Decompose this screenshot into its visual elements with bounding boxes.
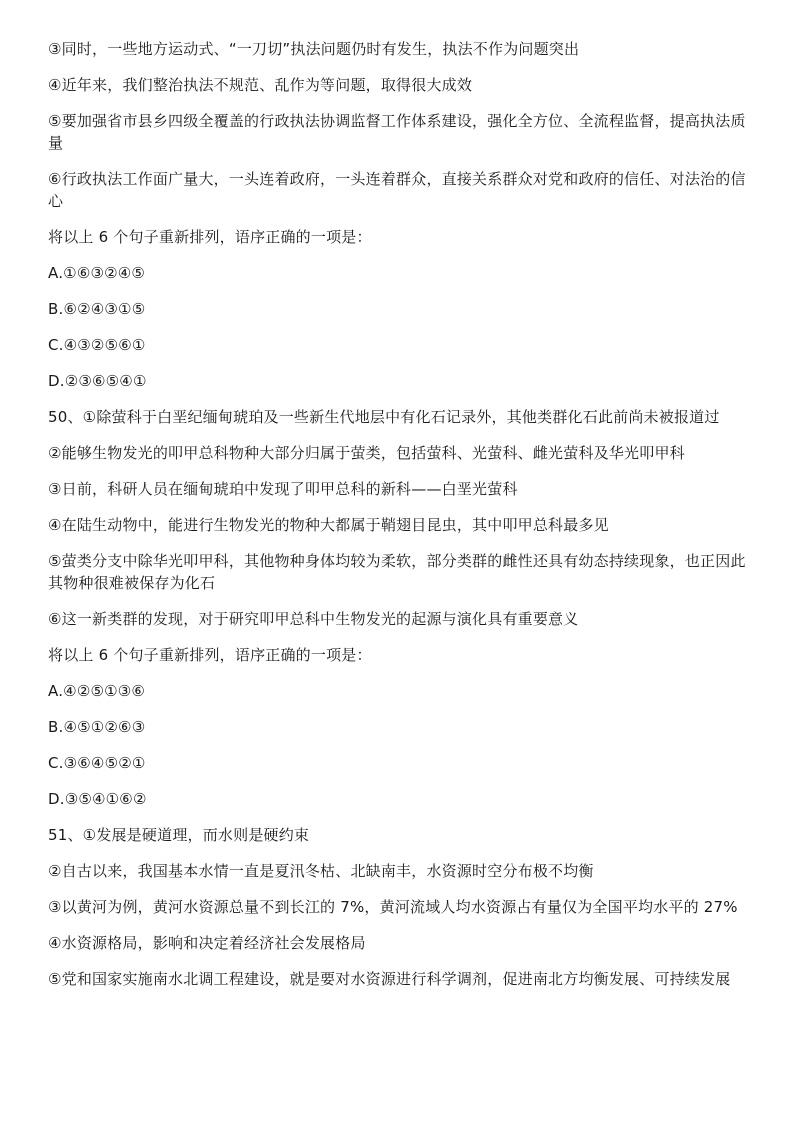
sentence-q49-5: ⑤要加强省市县乡四级全覆盖的行政执法协调监督工作体系建设，强化全方位、全流程监督，提高执法质量 bbox=[48, 112, 746, 152]
sentence-q49-3: ③同时，一些地方运动式、“一刀切”执法问题仍时有发生，执法不作为问题突出 bbox=[48, 40, 580, 58]
question-51-sentence-1: 51、①发展是硬道理，而水则是硬约束 bbox=[48, 826, 310, 844]
option-a: A.④②⑤①③⑥ bbox=[48, 682, 146, 700]
question-prompt: 将以上 6 个句子重新排列，语序正确的一项是： bbox=[48, 646, 372, 664]
option-b: B.⑥②④③①⑤ bbox=[48, 300, 146, 318]
sentence-q49-6: ⑥行政执法工作面广量大，一头连着政府，一头连着群众，直接关系群众对党和政府的信任、对法治的信心 bbox=[48, 170, 746, 210]
sentence-q50-6: ⑥这一新类群的发现，对于研究叩甲总科中生物发光的起源与演化具有重要意义 bbox=[48, 610, 579, 628]
sentence-q50-2: ②能够生物发光的叩甲总科物种大部分归属于萤类，包括萤科、光萤科、雌光萤科及华光叩甲科 bbox=[48, 444, 685, 462]
question-50-sentence-1: 50、①除萤科于白垩纪缅甸琥珀及一些新生代地层中有化石记录外，其他类群化石此前尚未被报道过 bbox=[48, 408, 720, 426]
option-a: A.①⑥③②④⑤ bbox=[48, 264, 146, 282]
sentence-q50-4: ④在陆生动物中，能进行生物发光的物种大都属于鞘翅目昆虫，其中叩甲总科最多见 bbox=[48, 516, 609, 534]
option-c: C.④③②⑤⑥① bbox=[48, 336, 146, 354]
sentence-q49-4: ④近年来，我们整治执法不规范、乱作为等问题，取得很大成效 bbox=[48, 76, 473, 94]
option-b: B.④⑤①②⑥③ bbox=[48, 718, 146, 736]
sentence-q50-5: ⑤萤类分支中除华光叩甲科，其他物种身体均较为柔软，部分类群的雌性还具有幼态持续现象，也正因此其物种很难被保存为化石 bbox=[48, 552, 746, 592]
sentence-q51-5: ⑤党和国家实施南水北调工程建设，就是要对水资源进行科学调剂，促进南北方均衡发展、可持续发展 bbox=[48, 970, 731, 988]
sentence-q51-2: ②自古以来，我国基本水情一直是夏汛冬枯、北缺南丰，水资源时空分布极不均衡 bbox=[48, 862, 594, 880]
option-c: C.③⑥④⑤②① bbox=[48, 754, 146, 772]
sentence-q50-3: ③日前，科研人员在缅甸琥珀中发现了叩甲总科的新科——白垩光萤科 bbox=[48, 480, 518, 498]
option-d: D.②③⑥⑤④① bbox=[48, 372, 147, 390]
sentence-q51-3: ③以黄河为例，黄河水资源总量不到长江的 7%，黄河流域人均水资源占有量仅为全国平均水平的 27% bbox=[48, 898, 738, 916]
question-prompt: 将以上 6 个句子重新排列，语序正确的一项是： bbox=[48, 228, 372, 246]
option-d: D.③⑤④①⑥② bbox=[48, 790, 147, 808]
sentence-q51-4: ④水资源格局，影响和决定着经济社会发展格局 bbox=[48, 934, 366, 952]
